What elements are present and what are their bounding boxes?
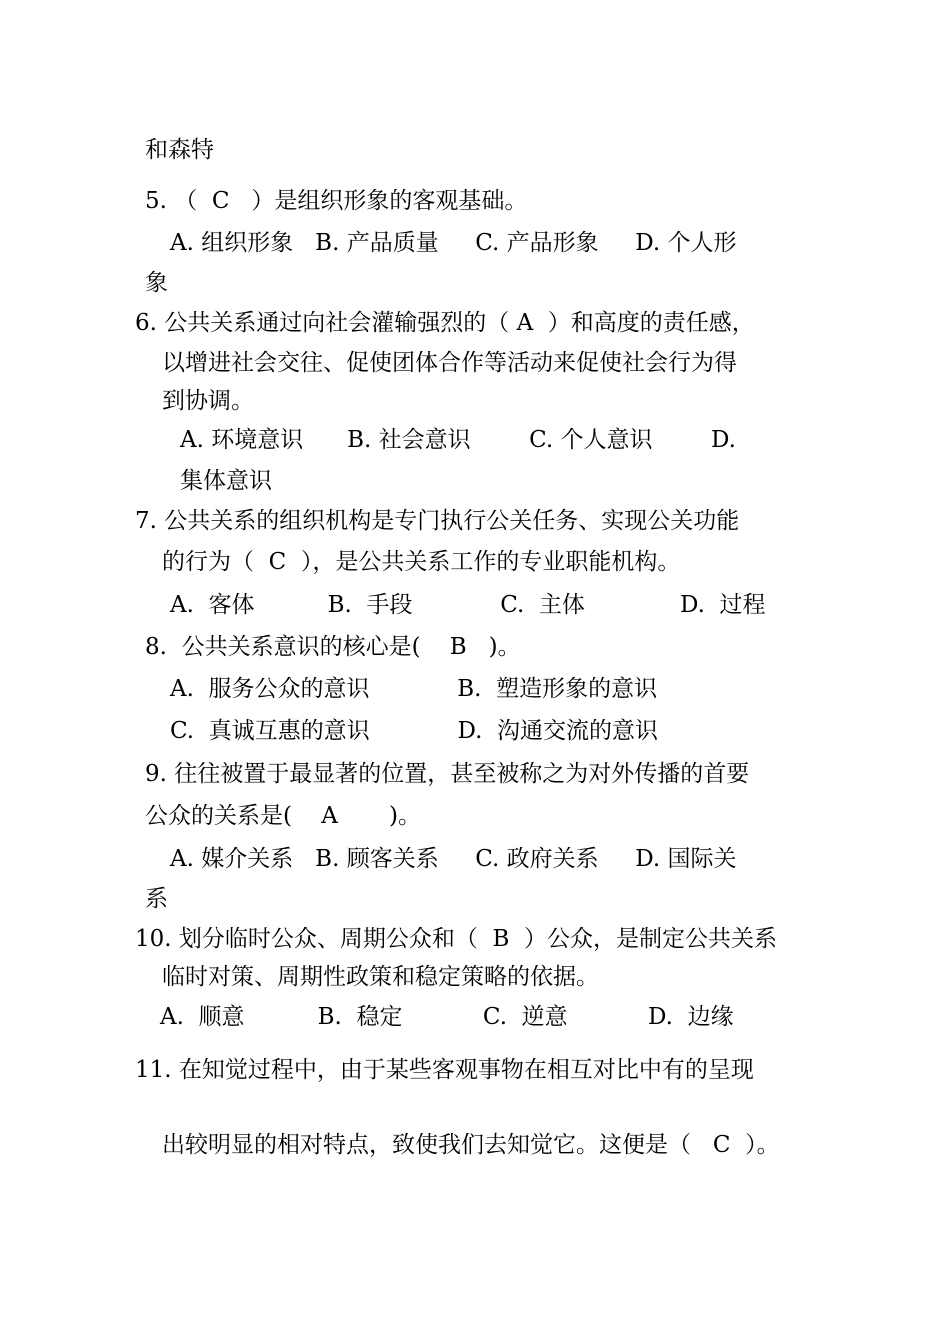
question-10-options: A. 顺意 B. 稳定 C. 逆意 D. 边缘	[160, 1004, 734, 1030]
question-7-options: A. 客体 B. 手段 C. 主体 D. 过程	[170, 592, 766, 618]
question-11: 11. 在知觉过程中，由于某些客观事物在相互对比中有的呈现	[135, 1057, 754, 1083]
question-6-options-cont: 集体意识	[180, 468, 272, 494]
question-11-cont: 出较明显的相对特点，致使我们去知觉它。这便是（ C ）。	[162, 1132, 780, 1158]
text-line: 和森特	[145, 137, 214, 163]
question-8-options-cd: C. 真诚互惠的意识 D. 沟通交流的意识	[170, 718, 658, 744]
question-9-options: A. 媒介关系 B. 顾客关系 C. 政府关系 D. 国际关	[170, 846, 737, 872]
question-10-cont: 临时对策、周期性政策和稳定策略的依据。	[162, 964, 599, 990]
question-6-cont: 到协调。	[162, 388, 254, 414]
question-7-cont: 的行为（ C ），是公共关系工作的专业职能机构。	[162, 549, 681, 575]
question-5: 5. （ C ）是组织形象的客观基础。	[145, 188, 528, 214]
question-9-cont: 公众的关系是( A )。	[145, 803, 421, 829]
question-5-options: A. 组织形象 B. 产品质量 C. 产品形象 D. 个人形	[170, 230, 737, 256]
question-10: 10. 划分临时公众、周期公众和（ B ）公众，是制定公共关系	[135, 926, 778, 952]
question-9-options-cont: 系	[145, 886, 168, 912]
question-8-options-ab: A. 服务公众的意识 B. 塑造形象的意识	[170, 676, 658, 702]
question-6: 6. 公共关系通过向社会灌输强烈的（ A ）和高度的责任感，	[135, 310, 755, 336]
question-6-cont: 以增进社会交往、促使团体合作等活动来促使社会行为得	[162, 350, 737, 376]
question-5-options-cont: 象	[145, 270, 168, 296]
question-7: 7. 公共关系的组织机构是专门执行公关任务、实现公关功能	[135, 508, 740, 534]
question-8: 8. 公共关系意识的核心是( B )。	[145, 634, 521, 660]
question-9: 9. 往往被置于最显著的位置，甚至被称之为对外传播的首要	[145, 761, 750, 787]
question-6-options: A. 环境意识 B. 社会意识 C. 个人意识 D.	[180, 427, 736, 453]
